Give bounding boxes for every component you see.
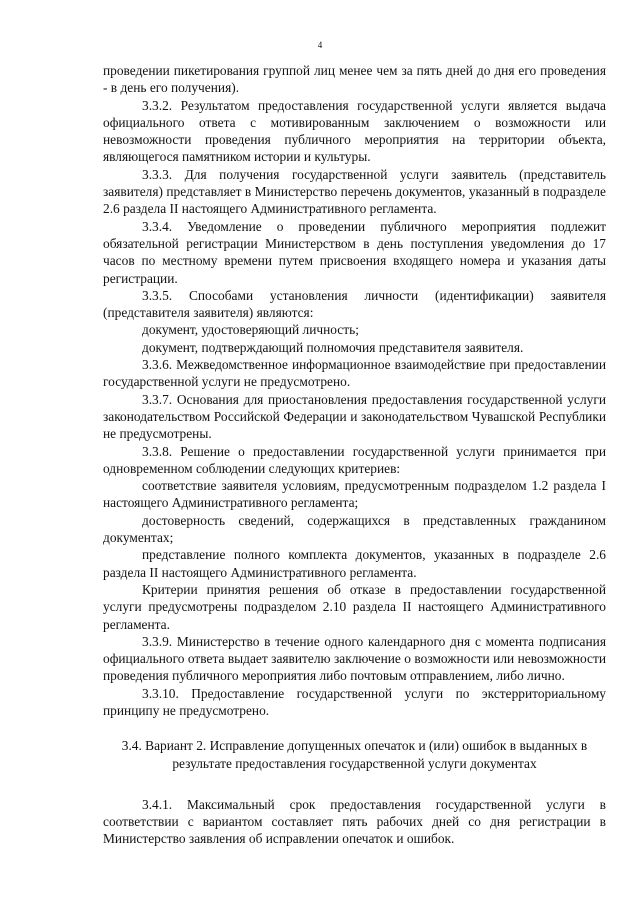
paragraph: проведении пикетирования группой лиц менее чем за пять дней до дня его проведения - в день его получения). xyxy=(103,63,606,96)
paragraph: 3.3.9. Министерство в течение одного календарного дня с момента подписания официального ответа выдает заявителю заключение о возможности или невозможности проведения публичного мероприятия либо почтовым отправлением, либо лично. xyxy=(103,633,606,684)
paragraph: 3.4.1. Максимальный срок предоставления государственной услуги в соответствии с вариантом составляет пять рабочих дней со дня регистрации в Министерство заявления об исправлении опечаток и ошибок. xyxy=(103,796,606,847)
paragraph: 3.3.6. Межведомственное информационное взаимодействие при предоставлении государственной услуги не предусмотрено. xyxy=(103,357,606,390)
paragraph: достоверность сведений, содержащихся в представленных гражданином документах; xyxy=(103,512,606,546)
paragraph: документ, подтверждающий полномочия представителя заявителя. xyxy=(142,339,524,355)
paragraph: 3.3.5. Способами установления личности (идентификации) заявителя (представителя заявителя) являются: xyxy=(103,287,606,321)
paragraph: 3.3.7. Основания для приостановления предоставления государственной услуги законодательством Российской Федерации и законодательством Чувашской Республики не предусмотрены. xyxy=(103,391,606,442)
section-heading: 3.4. Вариант 2. Исправление допущенных опечаток и (или) ошибок в выданных в результате предоставления государственной услуги документах xyxy=(121,738,588,771)
document-body xyxy=(103,62,606,848)
paragraph: соответствие заявителя условиям, предусмотренным подразделом 1.2 раздела I настоящего Административного регламента; xyxy=(103,478,606,511)
paragraph: 3.3.8. Решение о предоставлении государственной услуги принимается при одновременном соблюдении следующих критериев: xyxy=(103,443,606,476)
paragraph: представление полного комплекта документов, указанных в подразделе 2.6 раздела II настоящего Административного регламента. xyxy=(103,547,606,580)
paragraph: 3.3.10. Предоставление государственной услуги по экстерриториальному принципу не предусмотрено. xyxy=(103,685,606,718)
paragraph: 3.3.3. Для получения государственной услуги заявитель (представитель заявителя) представляет в Министерство перечень документов, указанный в подразделе 2.6 раздела II настоящего Административного регламента. xyxy=(103,166,606,217)
paragraph: Критерии принятия решения об отказе в предоставлении государственной услуги предусмотрены подразделом 2.10 раздела II настоящего Административного регламента. xyxy=(103,581,606,632)
paragraph: 3.3.4. Уведомление о проведении публичного мероприятия подлежит обязательной регистрации Министерством в день поступления уведомления до 17 часов по местному времени путем присвоения входящего номера и указания даты регистрации. xyxy=(103,218,606,286)
page-number: 4 xyxy=(317,40,323,50)
paragraph: документ, удостоверяющий личность; xyxy=(142,322,359,338)
paragraph: 3.3.2. Результатом предоставления государственной услуги является выдача официального ответа с мотивированным заключением о возможности или невозможности проведения публичного мероприятия на территории объекта, являющегося памятником истории и культуры. xyxy=(103,97,606,165)
